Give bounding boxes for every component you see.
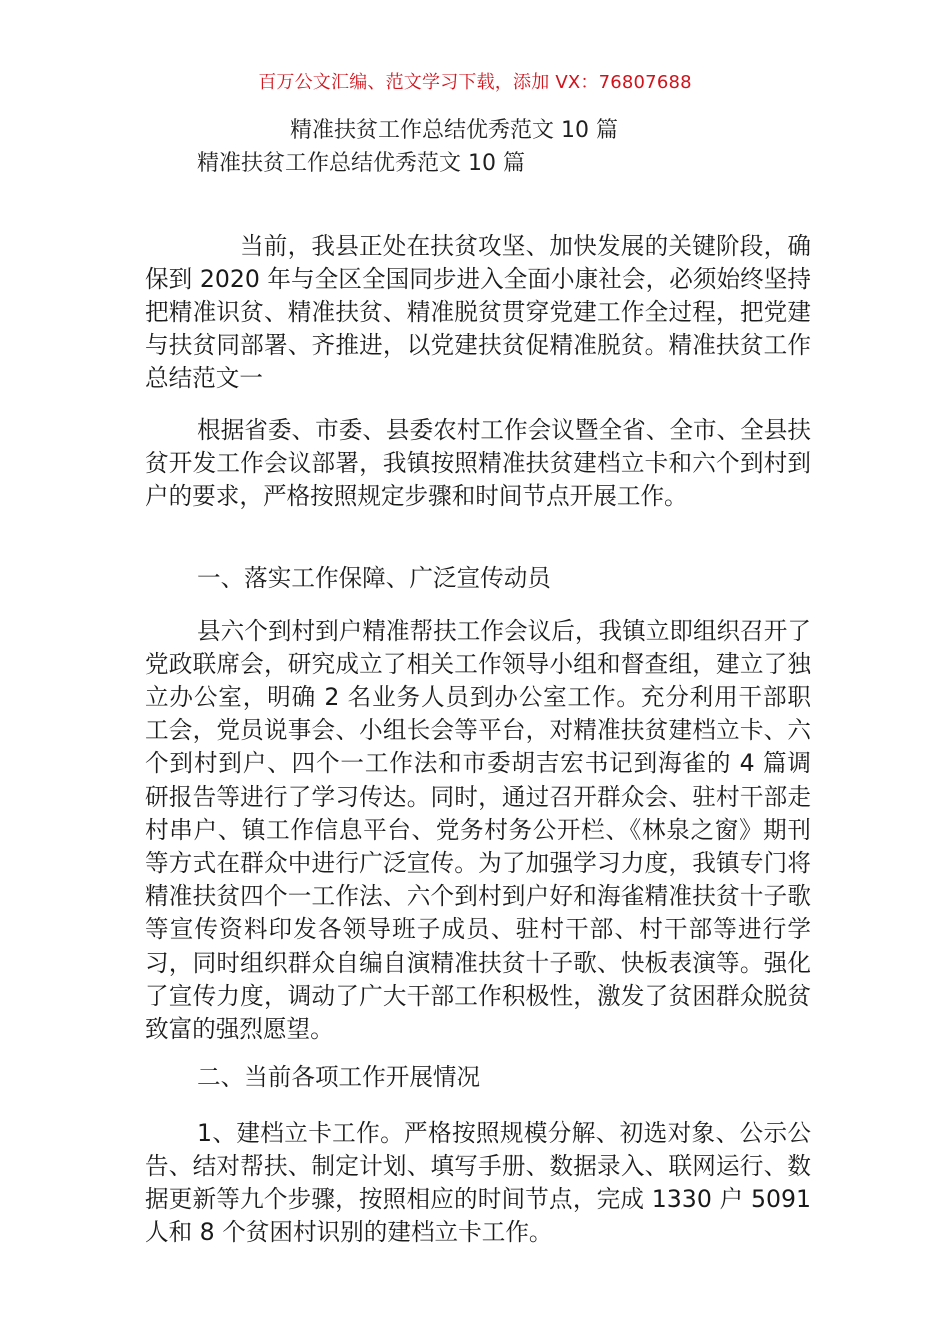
section-heading-2: 二、当前各项工作开展情况 <box>197 1062 481 1091</box>
section-heading-1: 一、落实工作保障、广泛宣传动员 <box>197 563 551 592</box>
paragraph-section-1: 县六个到村到户精准帮扶工作会议后，我镇立即组织召开了党政联席会，研究成立了相关工作领导小组和督查组，建立了独立办公室，明确 2 名业务人员到办公室工作。充分利用干部职工会，党员说事会、小组长会等平台，对精准扶贫建档立卡、六个到村到户、四个一工作法和市委胡吉宏书记到海雀的 4 篇调研报告等进行了学习传达。同时，通过召开群众会、驻村干部走村串户、镇工作信息平台、党务村务公开栏、《林泉之窗》期刊等方式在群众中进行广泛宣传。为了加强学习力度，我镇专门将精准扶贫四个一工作法、六个到村到户好和海雀精准扶贫十子歌等宣传资料印发各领导班子成员、驻村干部、村干部等进行学习，同时组织群众自编自演精准扶贫十子歌、快板表演等。强化了宣传力度，调动了广大干部工作积极性，激发了贫困群众脱贫致富的强烈愿望。 <box>145 616 811 1044</box>
paragraph-intro: 当前，我县正处在扶贫攻坚、加快发展的关键阶段，确保到 2020 年与全区全国同步进入全面小康社会，必须始终坚持把精准识贫、精准扶贫、精准脱贫贯穿党建工作全过程，把党建与扶贫同部署、齐推进，以党建扶贫促精准脱贫。精准扶贫工作总结范文一 <box>145 231 811 393</box>
document-title: 精准扶贫工作总结优秀范文 10 篇 <box>290 118 618 143</box>
paragraph-deployment: 根据省委、市委、县委农村工作会议暨全省、全市、全县扶贫开发工作会议部署，我镇按照精准扶贫建档立卡和六个到村到户的要求，严格按照规定步骤和时间节点开展工作。 <box>145 415 811 510</box>
paragraph-item-1: 1、建档立卡工作。严格按照规模分解、初选对象、公示公告、结对帮扶、制定计划、填写手册、数据录入、联网运行、数据更新等九个步骤，按照相应的时间节点，完成 1330 户 5091 人和 8 个贫困村识别的建档立卡工作。 <box>145 1118 811 1247</box>
document-subtitle: 精准扶贫工作总结优秀范文 10 篇 <box>197 151 525 176</box>
promo-header-note: 百万公文汇编、范文学习下载，添加 VX：76807688 <box>258 72 692 93</box>
